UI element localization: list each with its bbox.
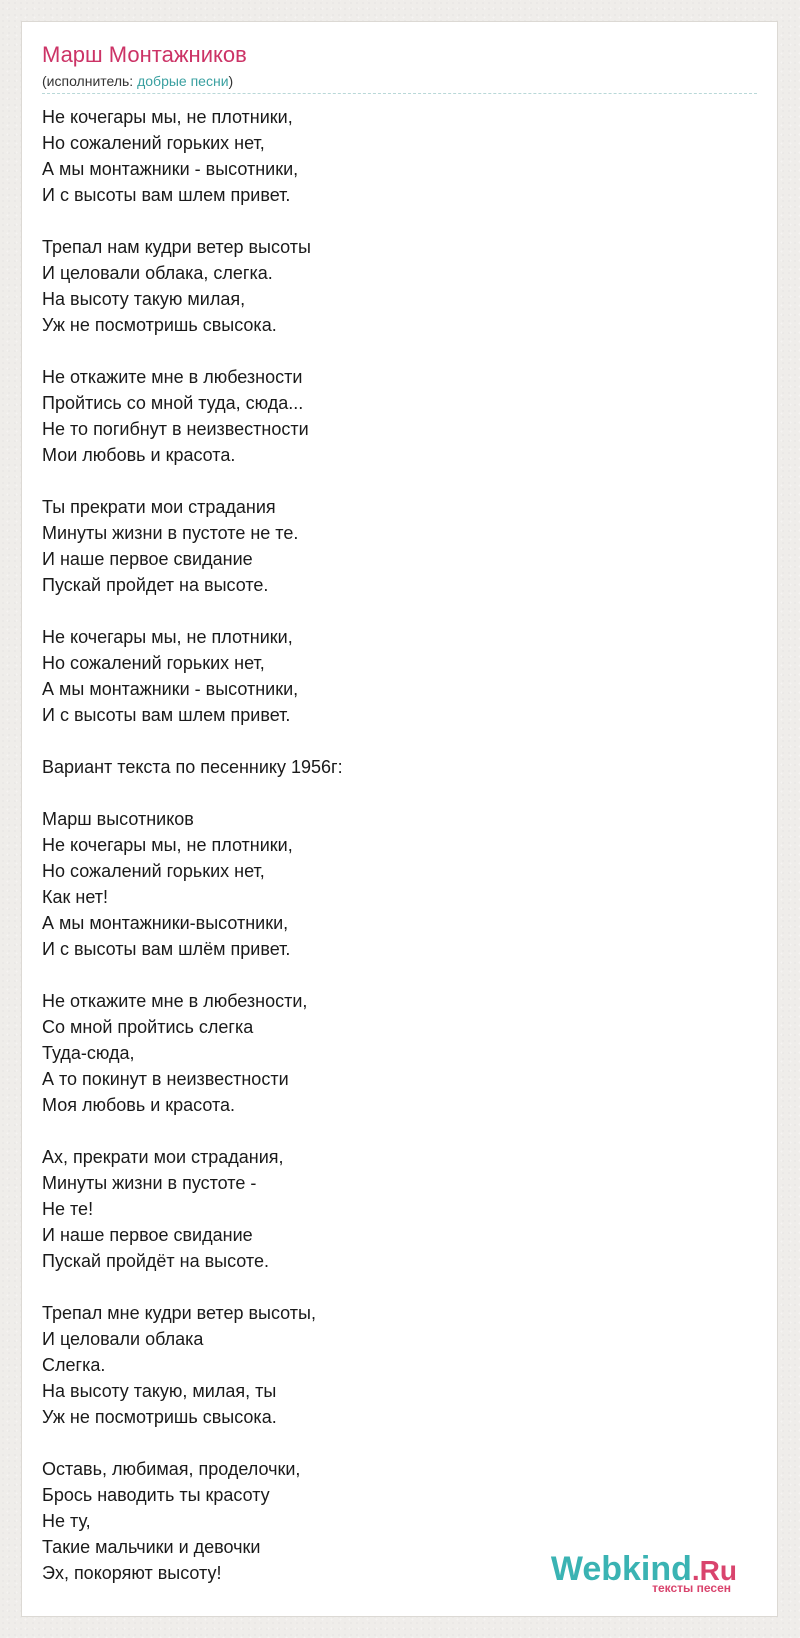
performer-prefix: (исполнитель: xyxy=(42,73,138,89)
lyrics-line: Не кочегары мы, не плотники, xyxy=(42,835,293,855)
lyrics-line: Но сожалений горьких нет, xyxy=(42,133,265,153)
lyrics-stanza xyxy=(42,364,343,468)
lyrics-line: Минуты жизни в пустоте - xyxy=(42,1173,257,1193)
lyrics-line: Мои любовь и красота. xyxy=(42,445,236,465)
lyrics-line: А мы монтажники - высотники, xyxy=(42,679,299,699)
lyrics-line: Оставь, любимая, проделочки, xyxy=(42,1459,301,1479)
lyrics-text xyxy=(42,104,343,1612)
lyrics-line: Трепал мне кудри ветер высоты, xyxy=(42,1303,316,1323)
lyrics-stanza xyxy=(42,104,343,208)
lyrics-line: И наше первое свидание xyxy=(42,549,253,569)
lyrics-line: На высоту такую милая, xyxy=(42,289,246,309)
site-logo[interactable] xyxy=(551,1552,737,1594)
logo-domain-text: .Ru xyxy=(691,1555,737,1586)
header-divider xyxy=(42,93,757,94)
lyrics-line: Эх, покоряют высоту! xyxy=(42,1563,222,1583)
lyrics-stanza xyxy=(42,1300,343,1430)
logo-tagline: тексты песен xyxy=(652,1581,731,1595)
lyrics-line: Не кочегары мы, не плотники, xyxy=(42,107,293,127)
lyrics-line: Как нет! xyxy=(42,887,108,907)
lyrics-stanza xyxy=(42,754,343,780)
lyrics-line: Не то погибнут в неизвестности xyxy=(42,419,309,439)
lyrics-line: Не кочегары мы, не плотники, xyxy=(42,627,293,647)
lyrics-line: И целовали облака, слегка. xyxy=(42,263,273,283)
lyrics-line: Не ту, xyxy=(42,1511,91,1531)
lyrics-line: И с высоты вам шлём привет. xyxy=(42,939,291,959)
lyrics-line: А то покинут в неизвестности xyxy=(42,1069,289,1089)
lyrics-line: Ты прекрати мои страдания xyxy=(42,497,276,517)
lyrics-line: Не откажите мне в любезности, xyxy=(42,991,308,1011)
lyrics-line: А мы монтажники-высотники, xyxy=(42,913,289,933)
lyrics-line: Брось наводить ты красоту xyxy=(42,1485,270,1505)
lyrics-line: Вариант текста по песеннику 1956г: xyxy=(42,757,343,777)
lyrics-card xyxy=(21,21,778,1617)
lyrics-line: И с высоты вам шлем привет. xyxy=(42,705,291,725)
lyrics-line: И с высоты вам шлем привет. xyxy=(42,185,291,205)
lyrics-line: Пускай пройдет на высоте. xyxy=(42,575,269,595)
lyrics-line: Но сожалений горьких нет, xyxy=(42,653,265,673)
lyrics-line: Туда-сюда, xyxy=(42,1043,135,1063)
lyrics-line: На высоту такую, милая, ты xyxy=(42,1381,277,1401)
lyrics-line: Такие мальчики и девочки xyxy=(42,1537,261,1557)
lyrics-stanza xyxy=(42,988,343,1118)
lyrics-line: Пускай пройдёт на высоте. xyxy=(42,1251,269,1271)
lyrics-stanza xyxy=(42,234,343,338)
lyrics-stanza xyxy=(42,806,343,962)
lyrics-line: Трепал нам кудри ветер высоты xyxy=(42,237,311,257)
logo-main-text: Webkind xyxy=(550,1550,692,1588)
lyrics-stanza xyxy=(42,1144,343,1274)
performer-link[interactable]: добрые песни xyxy=(137,73,229,89)
lyrics-line: Уж не посмотришь свысока. xyxy=(42,315,277,335)
lyrics-line: И наше первое свидание xyxy=(42,1225,253,1245)
lyrics-stanza xyxy=(42,494,343,598)
performer-suffix: ) xyxy=(228,73,234,89)
lyrics-line: Уж не посмотришь свысока. xyxy=(42,1407,277,1427)
lyrics-line: Моя любовь и красота. xyxy=(42,1095,236,1115)
lyrics-line: Минуты жизни в пустоте не те. xyxy=(42,523,299,543)
performer-line xyxy=(42,72,233,90)
lyrics-line: Не откажите мне в любезности xyxy=(42,367,303,387)
lyrics-line: Слегка. xyxy=(42,1355,106,1375)
lyrics-stanza xyxy=(42,1456,343,1586)
lyrics-line: И целовали облака xyxy=(42,1329,204,1349)
lyrics-line: Не те! xyxy=(42,1199,94,1219)
lyrics-stanza xyxy=(42,624,343,728)
lyrics-line: Ах, прекрати мои страдания, xyxy=(42,1147,284,1167)
song-title: Марш Монтажников xyxy=(42,42,247,67)
lyrics-line: А мы монтажники - высотники, xyxy=(42,159,299,179)
lyrics-line: Марш высотников xyxy=(42,809,194,829)
lyrics-line: Пройтись со мной туда, сюда... xyxy=(42,393,304,413)
lyrics-line: Но сожалений горьких нет, xyxy=(42,861,265,881)
lyrics-line: Со мной пройтись слегка xyxy=(42,1017,254,1037)
